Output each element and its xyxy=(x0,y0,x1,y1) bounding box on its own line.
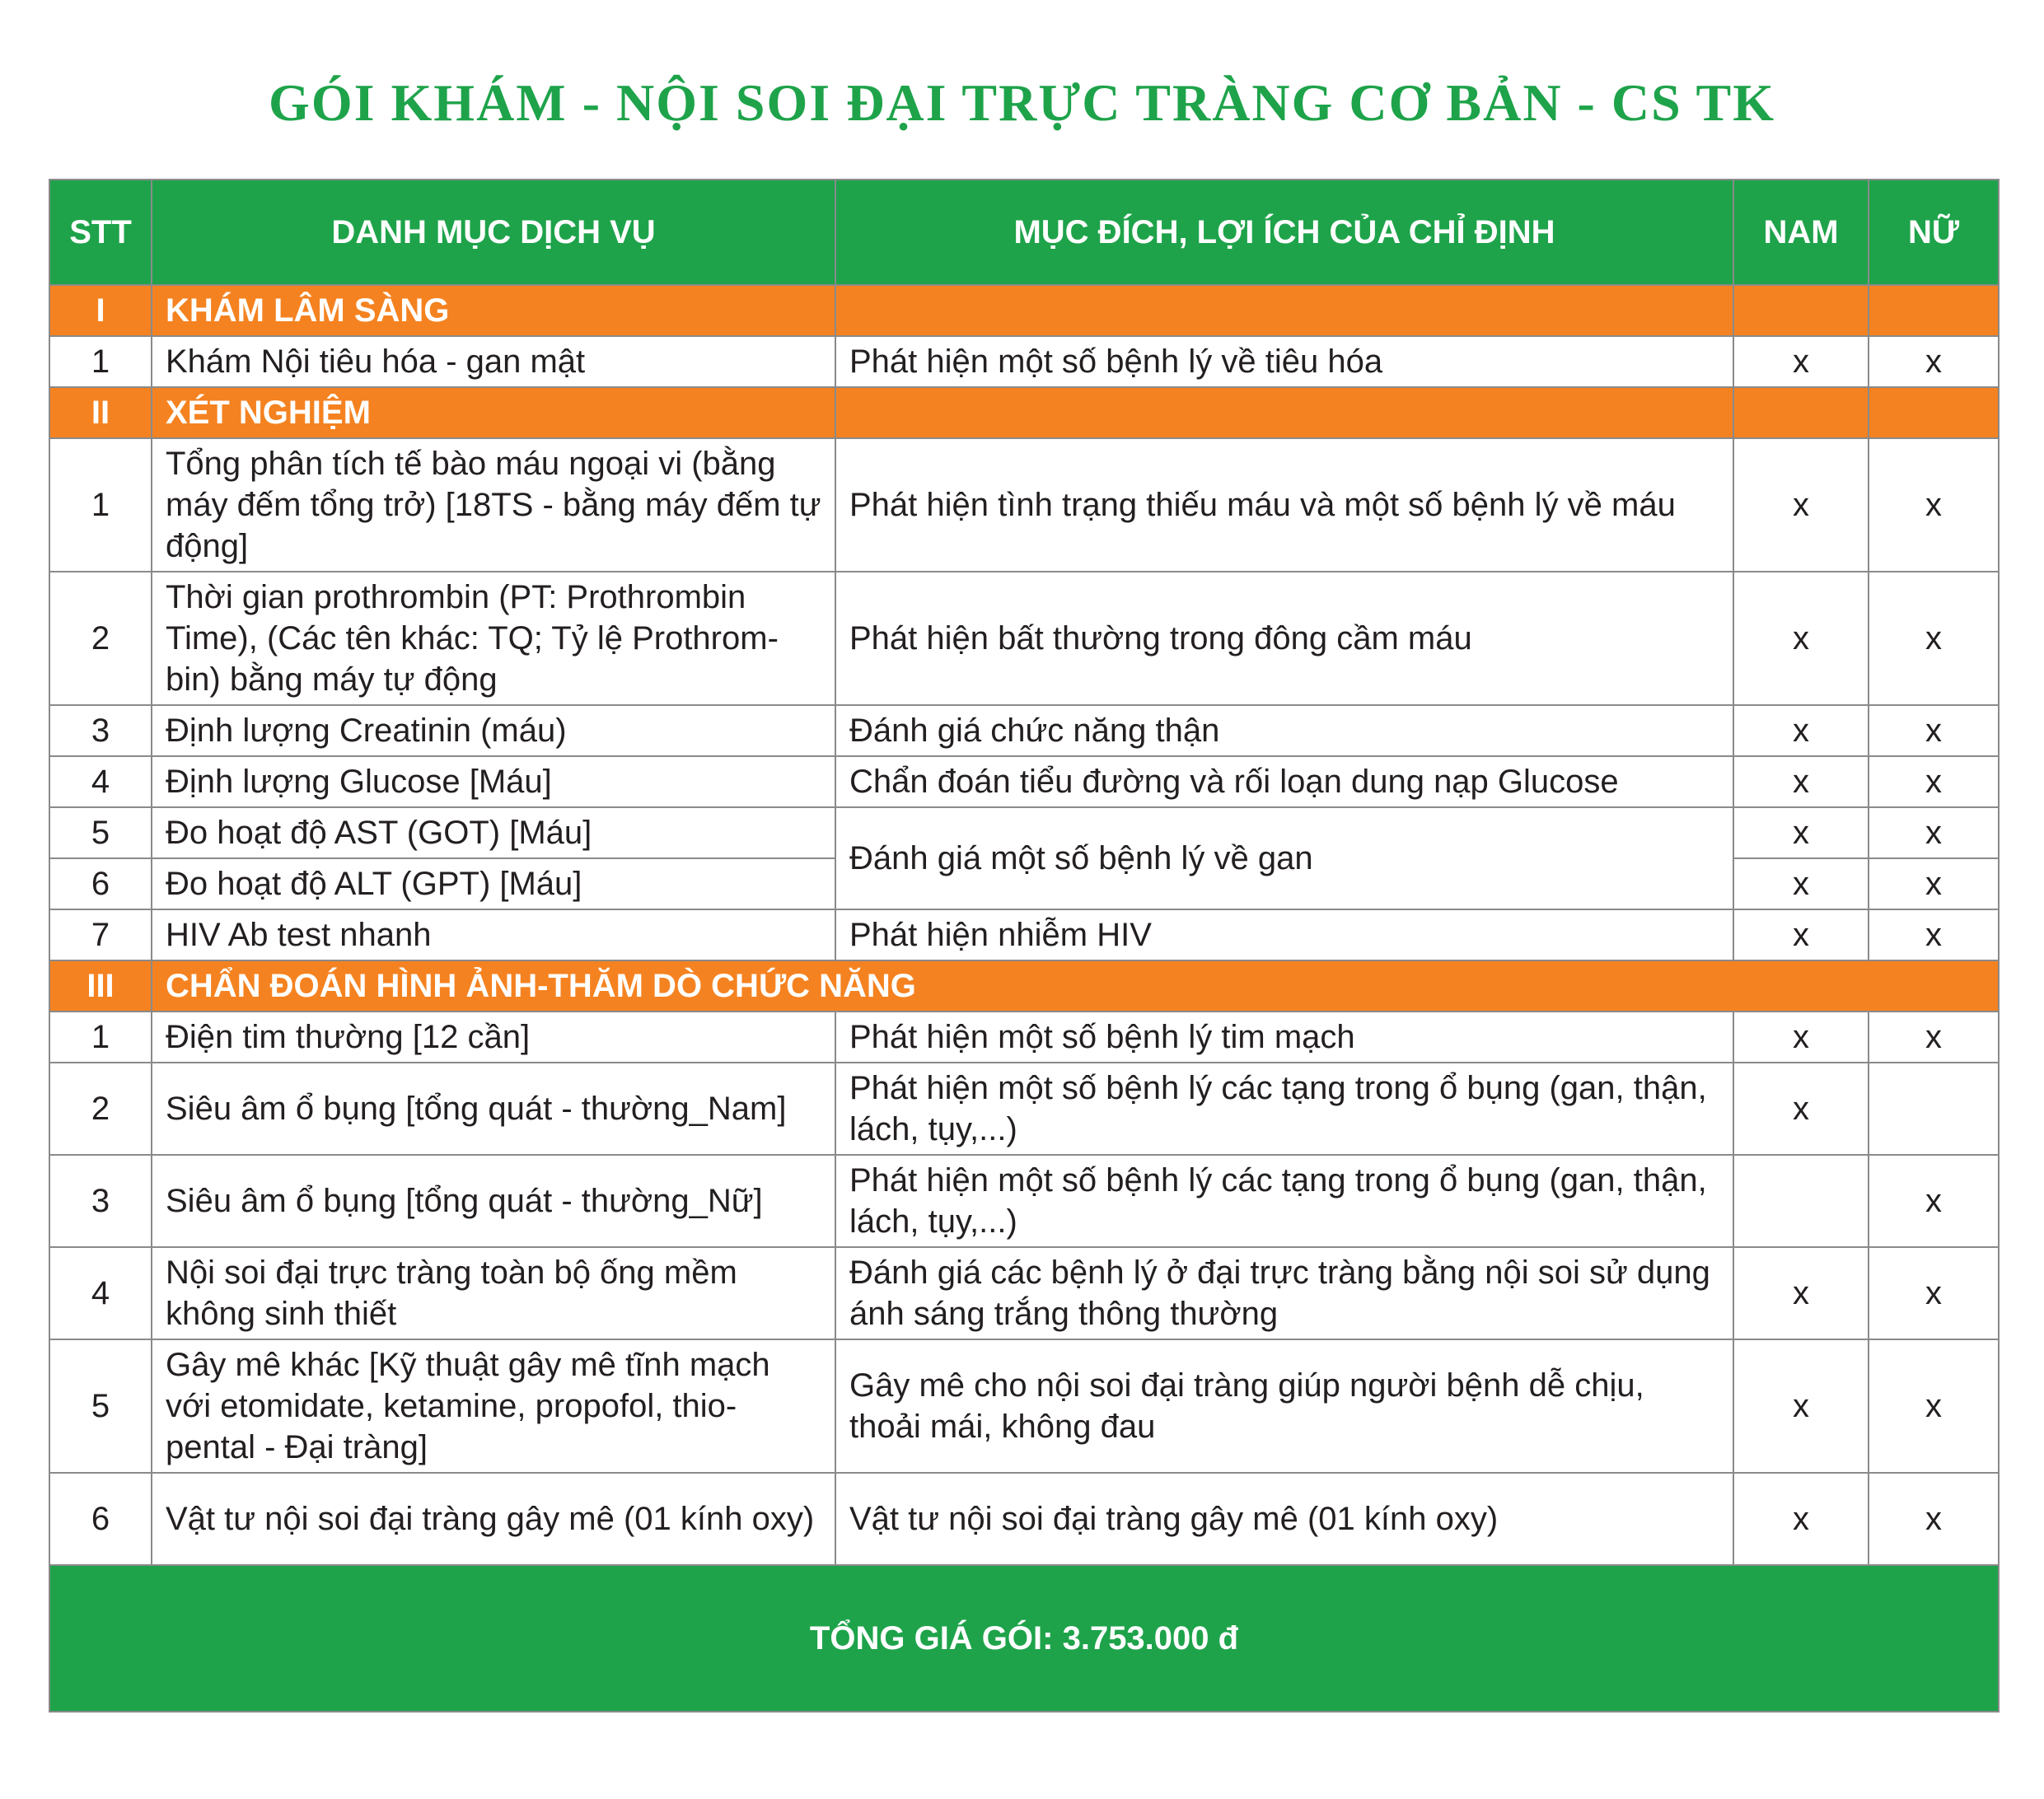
total-price: TỔNG GIÁ GÓI: 3.753.000 đ xyxy=(49,1565,1999,1712)
row-purpose: Đánh giá các bệnh lý ở đại trực tràng bằng nội soi sử dụng ánh sáng trắng thông thường xyxy=(835,1247,1733,1339)
row-stt: 2 xyxy=(49,572,152,705)
row-stt: 2 xyxy=(49,1063,152,1155)
row-female-mark: x xyxy=(1869,807,1999,858)
table-row xyxy=(49,336,1999,387)
row-stt: 1 xyxy=(49,1012,152,1063)
row-purpose: Vật tư nội soi đại tràng gây mê (01 kính oxy) xyxy=(835,1473,1733,1565)
row-stt: 5 xyxy=(49,1339,152,1473)
service-table xyxy=(49,179,2000,1713)
row-female-mark: x xyxy=(1869,572,1999,705)
row-male-mark: x xyxy=(1733,858,1869,909)
row-service: HIV Ab test nhanh xyxy=(152,909,835,960)
table-row xyxy=(49,756,1999,807)
row-service: Đo hoạt độ AST (GOT) [Máu] xyxy=(152,807,835,858)
row-service: Định lượng Glucose [Máu] xyxy=(152,756,835,807)
row-stt: 7 xyxy=(49,909,152,960)
table-row xyxy=(49,1155,1999,1247)
page-title: GÓI KHÁM - NỘI SOI ĐẠI TRỰC TRÀNG CƠ BẢN - CS TK xyxy=(269,73,1775,132)
row-service: Thời gian prothrombin (PT: Prothrombin Time), (Các tên khác: TQ; Tỷ lệ Prothrom-bin) bằng máy tự động xyxy=(152,572,835,705)
row-male-mark: x xyxy=(1733,909,1869,960)
row-male-mark: x xyxy=(1733,1012,1869,1063)
row-male-mark: x xyxy=(1733,438,1869,572)
row-stt: 1 xyxy=(49,336,152,387)
row-service: Đo hoạt độ ALT (GPT) [Máu] xyxy=(152,858,835,909)
row-stt: 4 xyxy=(49,756,152,807)
row-stt: 3 xyxy=(49,1155,152,1247)
table-row xyxy=(49,438,1999,572)
row-female-mark: x xyxy=(1869,438,1999,572)
table-row xyxy=(49,1473,1999,1565)
row-purpose: Đánh giá chức năng thận xyxy=(835,705,1733,756)
table-row xyxy=(49,705,1999,756)
row-purpose: Phát hiện một số bệnh lý về tiêu hóa xyxy=(835,336,1733,387)
header-stt: STT xyxy=(49,180,152,285)
row-male-mark: x xyxy=(1733,572,1869,705)
row-purpose: Gây mê cho nội soi đại tràng giúp người bệnh dễ chịu, thoải mái, không đau xyxy=(835,1339,1733,1473)
table-row xyxy=(49,909,1999,960)
row-male-mark: x xyxy=(1733,705,1869,756)
row-female-mark: x xyxy=(1869,909,1999,960)
header-purpose: MỤC ĐÍCH, LỢI ÍCH CỦA CHỈ ĐỊNH xyxy=(835,180,1733,285)
section-name: CHẨN ĐOÁN HÌNH ẢNH-THĂM DÒ CHỨC NĂNG xyxy=(152,960,1999,1012)
section-name: XÉT NGHIỆM xyxy=(152,387,835,438)
header-male: NAM xyxy=(1733,180,1869,285)
row-female-mark: x xyxy=(1869,756,1999,807)
row-female-mark xyxy=(1869,1063,1999,1155)
row-stt: 5 xyxy=(49,807,152,858)
table-row xyxy=(49,807,1999,858)
row-purpose: Phát hiện một số bệnh lý các tạng trong ổ bụng (gan, thận, lách, tụy,...) xyxy=(835,1063,1733,1155)
table-row xyxy=(49,1247,1999,1339)
row-male-mark: x xyxy=(1733,1247,1869,1339)
row-female-mark: x xyxy=(1869,1247,1999,1339)
row-service: Khám Nội tiêu hóa - gan mật xyxy=(152,336,835,387)
row-service: Nội soi đại trực tràng toàn bộ ống mềm không sinh thiết xyxy=(152,1247,835,1339)
section-row xyxy=(49,960,1999,1012)
row-purpose: Phát hiện một số bệnh lý tim mạch xyxy=(835,1012,1733,1063)
section-name: KHÁM LÂM SÀNG xyxy=(152,285,835,336)
row-purpose: Phát hiện một số bệnh lý các tạng trong ổ bụng (gan, thận, lách, tụy,...) xyxy=(835,1155,1733,1247)
row-stt: 4 xyxy=(49,1247,152,1339)
row-service: Siêu âm ổ bụng [tổng quát - thường_Nam] xyxy=(152,1063,835,1155)
row-stt: 1 xyxy=(49,438,152,572)
section-number: I xyxy=(49,285,152,336)
row-female-mark: x xyxy=(1869,1339,1999,1473)
row-service: Siêu âm ổ bụng [tổng quát - thường_Nữ] xyxy=(152,1155,835,1247)
row-female-mark: x xyxy=(1869,1012,1999,1063)
section-row xyxy=(49,387,1999,438)
row-female-mark: x xyxy=(1869,858,1999,909)
section-row xyxy=(49,285,1999,336)
table-row xyxy=(49,1012,1999,1063)
section-number: III xyxy=(49,960,152,1012)
table-header-row xyxy=(49,180,1999,285)
table-row xyxy=(49,1339,1999,1473)
total-row xyxy=(49,1565,1999,1712)
row-purpose: Chẩn đoán tiểu đường và rối loạn dung nạp Glucose xyxy=(835,756,1733,807)
table-row xyxy=(49,1063,1999,1155)
row-purpose: Phát hiện tình trạng thiếu máu và một số bệnh lý về máu xyxy=(835,438,1733,572)
row-male-mark: x xyxy=(1733,756,1869,807)
row-female-mark: x xyxy=(1869,1155,1999,1247)
row-service: Định lượng Creatinin (máu) xyxy=(152,705,835,756)
row-purpose: Phát hiện bất thường trong đông cầm máu xyxy=(835,572,1733,705)
row-purpose: Đánh giá một số bệnh lý về gan xyxy=(835,807,1733,909)
row-male-mark: x xyxy=(1733,807,1869,858)
row-stt: 6 xyxy=(49,1473,152,1565)
table-row xyxy=(49,572,1999,705)
row-service: Gây mê khác [Kỹ thuật gây mê tĩnh mạch với etomidate, ketamine, propofol, thio-pental - Đại tràng] xyxy=(152,1339,835,1473)
row-stt: 6 xyxy=(49,858,152,909)
header-service: DANH MỤC DỊCH VỤ xyxy=(152,180,835,285)
row-female-mark: x xyxy=(1869,1473,1999,1565)
row-service: Điện tim thường [12 cần] xyxy=(152,1012,835,1063)
row-male-mark: x xyxy=(1733,1063,1869,1155)
section-number: II xyxy=(49,387,152,438)
header-female: NỮ xyxy=(1869,180,1999,285)
row-purpose: Phát hiện nhiễm HIV xyxy=(835,909,1733,960)
row-service: Tổng phân tích tế bào máu ngoại vi (bằng máy đếm tổng trở) [18TS - bằng máy đếm tự động] xyxy=(152,438,835,572)
row-stt: 3 xyxy=(49,705,152,756)
row-female-mark: x xyxy=(1869,336,1999,387)
row-male-mark xyxy=(1733,1155,1869,1247)
row-female-mark: x xyxy=(1869,705,1999,756)
row-male-mark: x xyxy=(1733,336,1869,387)
row-male-mark: x xyxy=(1733,1473,1869,1565)
row-male-mark: x xyxy=(1733,1339,1869,1473)
row-service: Vật tư nội soi đại tràng gây mê (01 kính oxy) xyxy=(152,1473,835,1565)
